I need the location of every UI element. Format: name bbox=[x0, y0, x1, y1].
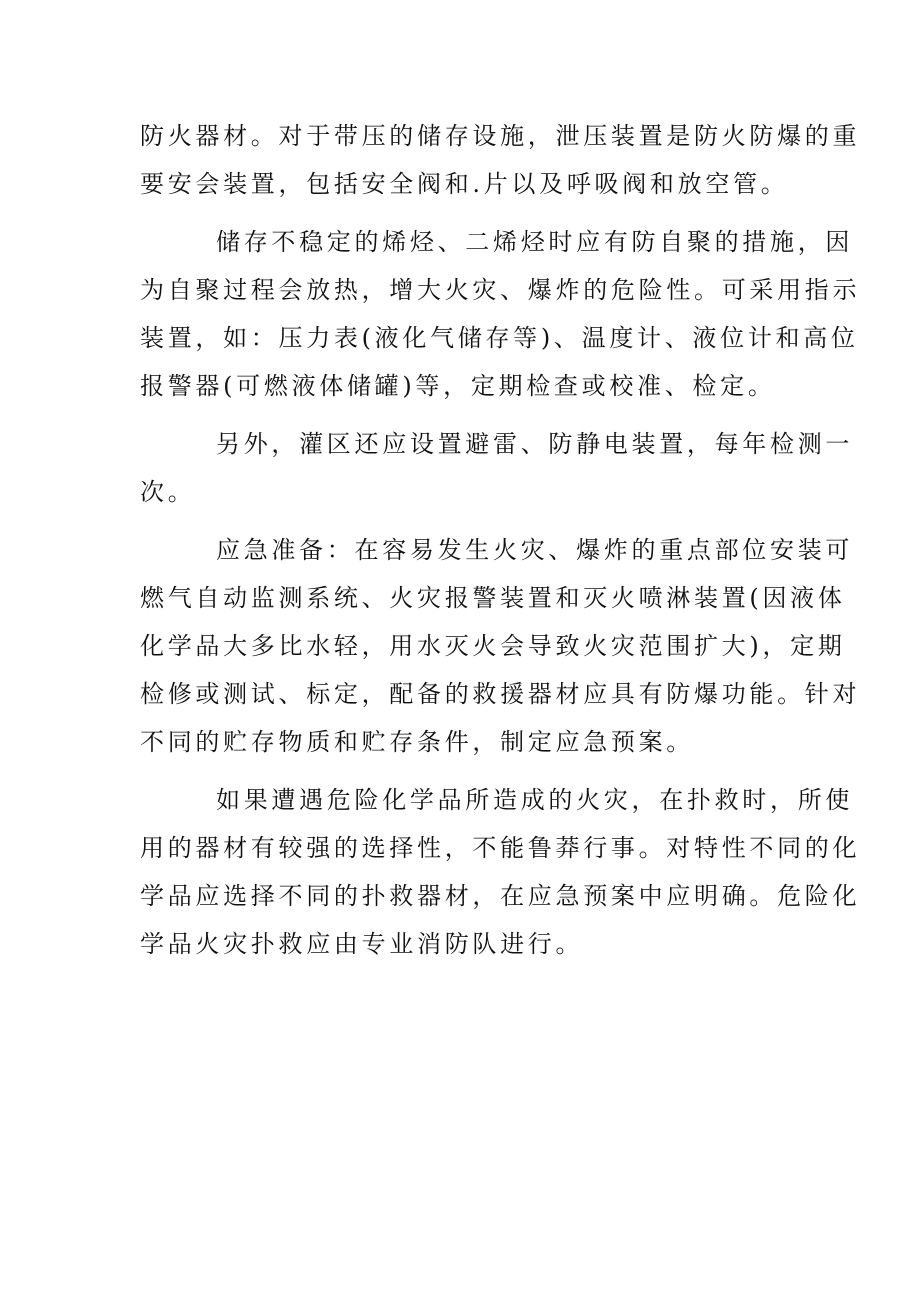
paragraph-line: 化学品大多比水轻，用水灭火会导致火灾范围扩大)，定期 bbox=[140, 632, 846, 660]
paragraph-4 bbox=[140, 526, 861, 766]
paragraph-line: 不同的贮存物质和贮存条件，制定应急预案。 bbox=[140, 728, 694, 756]
paragraph-line: 用的器材有较强的选择性，不能鲁莽行事。对特性不同的化 bbox=[140, 834, 861, 862]
paragraph-line: 另外，灌区还应设置避雷、防静电装置，每年检测一 bbox=[216, 430, 854, 458]
paragraph-line: 报警器(可燃液体储罐)等，定期检查或校准、检定。 bbox=[140, 372, 776, 400]
paragraph-line: 防火器材。对于带压的储存设施，泄压装置是防火防爆的重 bbox=[140, 122, 861, 150]
paragraph-line: 装置，如：压力表(液化气储存等)、温度计、液位计和高位 bbox=[140, 324, 859, 352]
paragraph-5 bbox=[140, 776, 861, 968]
paragraph-line: 储存不稳定的烯烃、二烯烃时应有防自聚的措施，因 bbox=[216, 228, 854, 256]
paragraph-line: 学品火灾扑救应由专业消防队进行。 bbox=[140, 930, 584, 958]
document-body bbox=[140, 112, 861, 978]
paragraph-line: 次。 bbox=[140, 478, 196, 506]
paragraph-3 bbox=[140, 420, 854, 516]
paragraph-line: 检修或测试、标定，配备的救援器材应具有防爆功能。针对 bbox=[140, 680, 861, 708]
paragraph-line: 要安会装置，包括安全阀和.片以及呼吸阀和放空管。 bbox=[140, 170, 789, 198]
paragraph-line: 如果遭遇危险化学品所造成的火灾，在扑救时，所使 bbox=[216, 786, 854, 814]
paragraph-1 bbox=[140, 112, 861, 208]
paragraph-line: 燃气自动监测系统、火灾报警装置和灭火喷淋装置(因液体 bbox=[140, 584, 846, 612]
paragraph-line: 应急准备：在容易发生火灾、爆炸的重点部位安装可 bbox=[216, 536, 854, 564]
paragraph-line: 为自聚过程会放热，增大火灾、爆炸的危险性。可采用指示 bbox=[140, 276, 861, 304]
paragraph-line: 学品应选择不同的扑救器材，在应急预案中应明确。危险化 bbox=[140, 882, 861, 910]
paragraph-2 bbox=[140, 218, 861, 410]
